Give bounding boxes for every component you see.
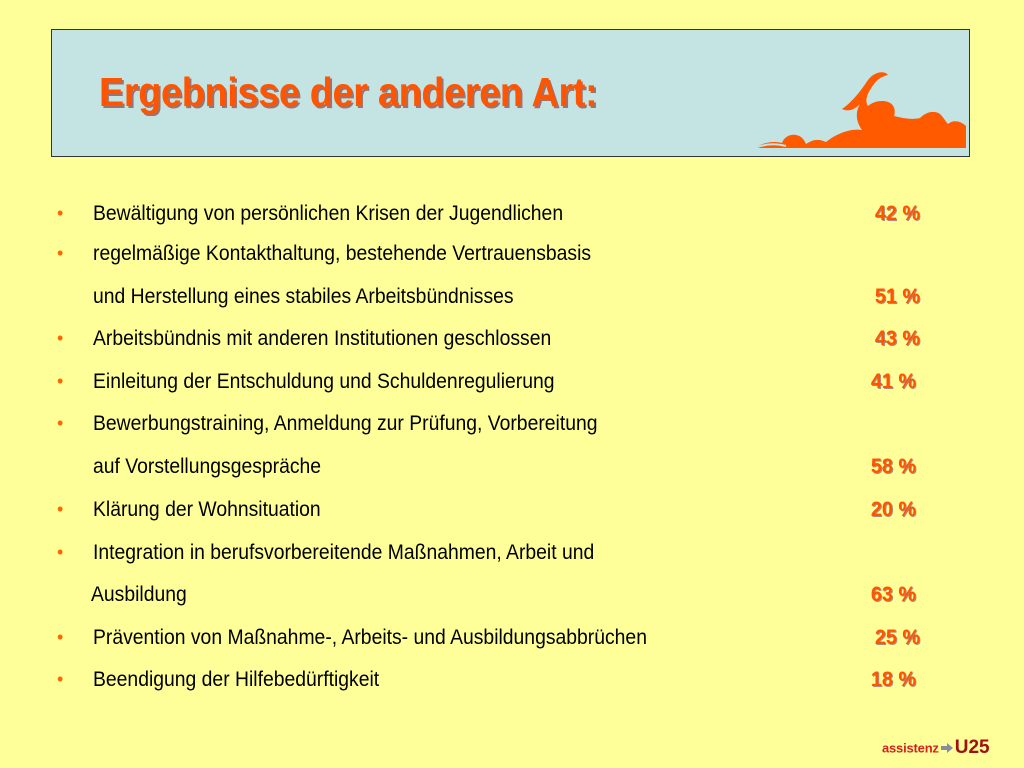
bullet-icon: • bbox=[57, 203, 64, 223]
item-percent: 43 % bbox=[874, 326, 920, 350]
item-text: und Herstellung eines stabiles Arbeitsbündnisses bbox=[93, 284, 514, 308]
item-text: Einleitung der Entschuldung und Schuldenregulierung bbox=[93, 369, 555, 393]
item-percent: 18 % bbox=[870, 667, 916, 691]
list-item bbox=[0, 241, 1024, 271]
item-text: Arbeitsbündnis mit anderen Institutionen geschlossen bbox=[93, 326, 552, 350]
item-percent: 20 % bbox=[870, 497, 916, 521]
item-percent: 41 % bbox=[870, 369, 916, 393]
list-item-continuation bbox=[0, 284, 1024, 314]
list-item bbox=[0, 369, 1024, 399]
list-item bbox=[0, 667, 1024, 697]
bullet-icon: • bbox=[57, 627, 64, 647]
item-text: Prävention von Maßnahme-, Arbeits- und Ausbildungsabbrüchen bbox=[93, 625, 647, 649]
item-percent: 51 % bbox=[874, 284, 920, 308]
item-text: Integration in berufsvorbereitende Maßnahmen, Arbeit und bbox=[93, 540, 595, 564]
list-item bbox=[0, 497, 1024, 527]
item-text: auf Vorstellungsgespräche bbox=[93, 454, 322, 478]
bullet-icon: • bbox=[57, 542, 64, 562]
list-item bbox=[0, 625, 1024, 655]
item-text: Bewältigung von persönlichen Krisen der Jugendlichen bbox=[93, 201, 564, 225]
arrow-icon bbox=[940, 742, 954, 754]
list-item bbox=[0, 540, 1024, 570]
item-percent: 25 % bbox=[874, 625, 920, 649]
list-item bbox=[0, 201, 1024, 231]
item-text: Ausbildung bbox=[91, 582, 187, 606]
logo-part2: U25 bbox=[954, 737, 990, 758]
item-text: Klärung der Wohnsituation bbox=[93, 497, 321, 521]
assistenz-u25-logo bbox=[882, 737, 990, 763]
item-text: regelmäßige Kontakthaltung, bestehende Vertrauensbasis bbox=[93, 241, 592, 265]
bullet-icon: • bbox=[57, 413, 64, 433]
item-text: Beendigung der Hilfebedürftigkeit bbox=[93, 667, 380, 691]
bullet-icon: • bbox=[57, 243, 64, 263]
item-percent: 42 % bbox=[874, 201, 920, 225]
logo-part1: assistenz bbox=[882, 740, 939, 756]
bullet-icon: • bbox=[57, 371, 64, 391]
item-text: Bewerbungstraining, Anmeldung zur Prüfung, Vorbereitung bbox=[93, 411, 598, 435]
title-box bbox=[51, 29, 970, 157]
bullet-icon: • bbox=[57, 328, 64, 348]
list-item-continuation bbox=[0, 582, 1024, 612]
list-item bbox=[0, 411, 1024, 441]
slide-title: Ergebnisse der anderen Art: bbox=[99, 69, 598, 115]
item-percent: 63 % bbox=[870, 582, 916, 606]
list-item-continuation bbox=[0, 454, 1024, 484]
bullet-icon: • bbox=[57, 669, 64, 689]
list-item bbox=[0, 326, 1024, 356]
item-percent: 58 % bbox=[870, 454, 916, 478]
swimmer-icon bbox=[756, 68, 968, 148]
bullet-icon: • bbox=[57, 499, 64, 519]
